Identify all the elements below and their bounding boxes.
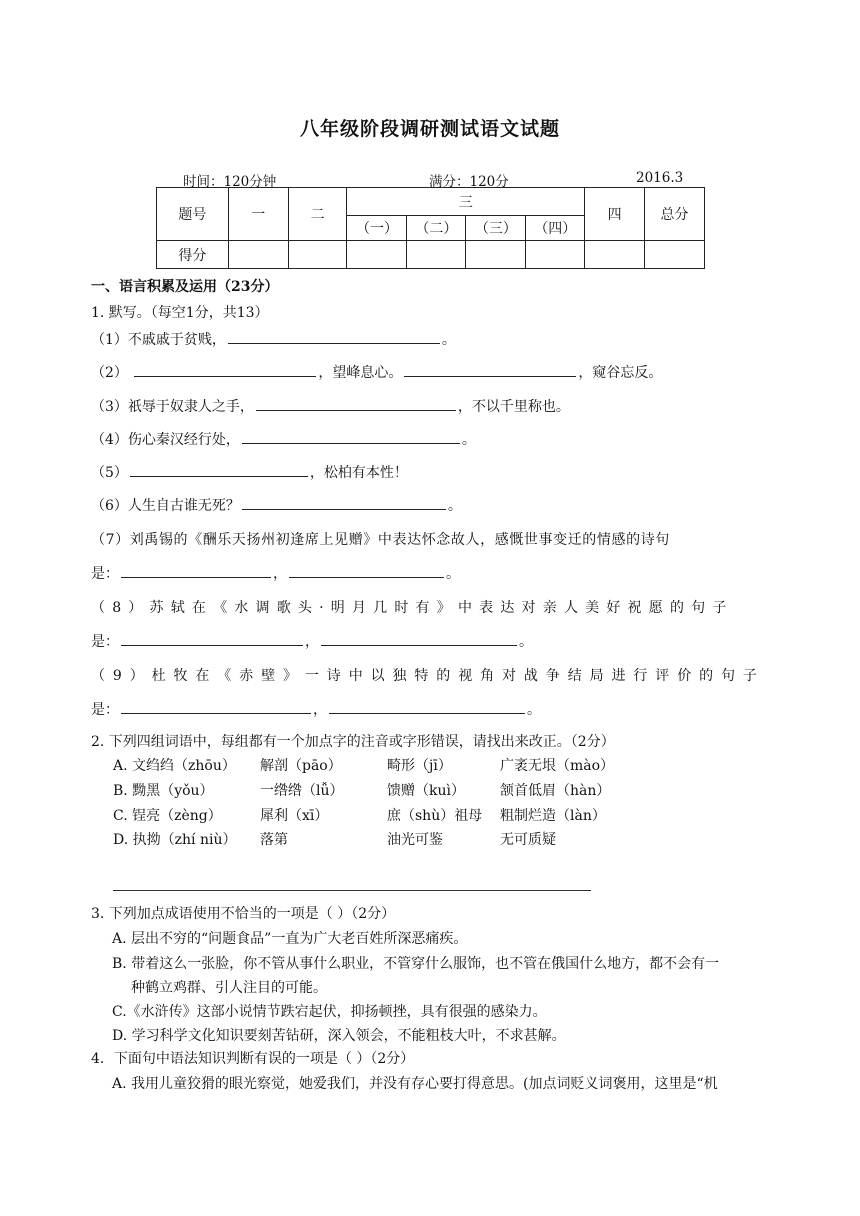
score-cell[interactable] bbox=[645, 241, 705, 269]
header-part-1: 一 bbox=[228, 188, 288, 241]
q1-line-8-answer bbox=[91, 631, 533, 651]
answer-blank[interactable] bbox=[121, 631, 303, 646]
period: 。 bbox=[527, 702, 541, 718]
page-title: 八年级阶段调研测试语文试题 bbox=[299, 118, 560, 140]
comma: ， bbox=[313, 702, 327, 718]
score-cell[interactable] bbox=[585, 241, 645, 269]
comma: ， bbox=[305, 634, 319, 650]
answer-blank[interactable] bbox=[242, 429, 460, 444]
header-part-3-sub-1: （一） bbox=[347, 216, 407, 241]
q1-line-7-prefix: 是： bbox=[91, 566, 119, 582]
q2-answer-line[interactable] bbox=[113, 890, 591, 891]
answer-blank[interactable] bbox=[256, 396, 456, 411]
q2-option-c-2: 犀利（xī） bbox=[260, 808, 329, 824]
q1-line-4-text: （4）伤心秦汉经行处， bbox=[91, 432, 240, 448]
answer-blank[interactable] bbox=[289, 563, 444, 578]
q2-option-b-4: 颔首低眉（hàn） bbox=[500, 783, 611, 799]
answer-blank[interactable] bbox=[321, 631, 517, 646]
q2-option-b-1: B. 黝黑（yǒu） bbox=[113, 783, 214, 799]
q1-line-2-end: ，窥谷忘反。 bbox=[578, 365, 663, 381]
q4-option-a: A. 我用儿童狡猾的眼光察觉，她爱我们，并没有存心要打得意思。(加点词贬义词褒用，这里是“机 bbox=[112, 1076, 718, 1092]
q3-option-d: D. 学习科学文化知识要刻苦钻研，深入领会，不能粗枝大叶，不求甚解。 bbox=[112, 1028, 566, 1044]
score-cell[interactable] bbox=[228, 241, 288, 269]
q2-option-d-4: 无可质疑 bbox=[500, 832, 556, 848]
q2-option-b-3: 馈赠（kuì） bbox=[387, 783, 465, 799]
q1-line-5-end: ，松柏有本性！ bbox=[309, 465, 408, 481]
comma: ， bbox=[273, 566, 287, 582]
row-label-number: 题号 bbox=[157, 188, 229, 241]
q1-line-4 bbox=[91, 429, 476, 449]
q3-option-c: C.《水浒传》这部小说情节跌宕起伏，抑扬顿挫，具有很强的感染力。 bbox=[112, 1004, 547, 1020]
q1-line-7-answer bbox=[91, 563, 460, 583]
q1-line-8-prefix: 是： bbox=[91, 634, 119, 650]
q2-stem: 2. 下列四组词语中，每组都有一个加点字的注音或字形错误，请找出来改正。（2分） bbox=[91, 734, 615, 750]
q1-line-9-prefix: 是： bbox=[91, 702, 119, 718]
answer-blank[interactable] bbox=[404, 362, 576, 377]
section-1-heading: 一、语言积累及运用（23分） bbox=[91, 279, 279, 295]
answer-blank[interactable] bbox=[121, 563, 271, 578]
q2-option-d-3: 油光可鉴 bbox=[387, 832, 443, 848]
header-part-2: 二 bbox=[288, 188, 347, 241]
q2-option-a-2: 解剖（pāo） bbox=[260, 758, 342, 774]
q3-option-b-line-1: B. 带着这么一张脸，你不管从事什么职业，不管穿什么服饰，也不管在俄国什么地方，都不会有一 bbox=[112, 956, 720, 972]
q2-option-b-2: 一绺绺（lǚ） bbox=[260, 783, 344, 799]
q1-line-1-text: （1）不戚戚于贫贱， bbox=[91, 332, 226, 348]
answer-blank[interactable] bbox=[134, 362, 316, 377]
q1-line-8: （8）苏轼在《水调歌头·明月几时有》中表达对亲人美好祝愿的句子 bbox=[91, 600, 734, 616]
answer-blank[interactable] bbox=[228, 329, 440, 344]
q1-line-5 bbox=[91, 462, 408, 482]
q3-stem: 3. 下列加点成语使用不恰当的一项是（ ）（2分） bbox=[91, 906, 396, 922]
q1-line-6-end: 。 bbox=[447, 498, 462, 514]
header-part-3: 三 bbox=[347, 188, 585, 216]
exam-date: 2016.3 bbox=[636, 170, 684, 186]
exam-time: 时间：120分钟 bbox=[183, 174, 277, 190]
q1-line-6-text: （6）人生自古谁无死？ bbox=[91, 498, 240, 514]
row-label-score: 得分 bbox=[157, 241, 229, 269]
score-cell[interactable] bbox=[347, 241, 407, 269]
q1-line-5-label: （5） bbox=[91, 465, 128, 481]
q2-option-c-4: 粗制烂造（làn） bbox=[500, 808, 606, 824]
answer-blank[interactable] bbox=[130, 462, 308, 477]
q2-option-a-1: A. 文绉绉（zhōu） bbox=[113, 758, 236, 774]
score-cell[interactable] bbox=[526, 241, 585, 269]
q2-option-c-3: 庶（shù）祖母 bbox=[387, 808, 483, 824]
q4-stem: 4．下面句中语法知识判断有误的一项是（ ）（2分） bbox=[91, 1051, 415, 1067]
q1-line-1 bbox=[91, 329, 456, 349]
score-table bbox=[156, 187, 705, 269]
q3-option-a: A. 层出不穷的“问题食品”一直为广大老百姓所深恶痛疾。 bbox=[112, 931, 468, 947]
q1-line-3-text: （3）祇辱于奴隶人之手， bbox=[91, 399, 254, 415]
score-cell[interactable] bbox=[407, 241, 466, 269]
q1-line-4-end: 。 bbox=[461, 432, 476, 448]
answer-blank[interactable] bbox=[121, 699, 311, 714]
q1-stem: 1. 默写。（每空1分，共13） bbox=[91, 305, 269, 321]
header-part-4: 四 bbox=[585, 188, 645, 241]
q1-line-9-answer bbox=[91, 699, 541, 719]
q1-line-3 bbox=[91, 396, 570, 416]
header-total: 总分 bbox=[645, 188, 705, 241]
q2-option-d-1: D. 执拗（zhí niù） bbox=[113, 832, 237, 848]
score-cell[interactable] bbox=[288, 241, 347, 269]
header-part-3-sub-2: （二） bbox=[407, 216, 466, 241]
header-part-3-sub-4: （四） bbox=[526, 216, 585, 241]
full-score: 满分：120分 bbox=[429, 174, 509, 190]
header-part-3-sub-3: （三） bbox=[466, 216, 526, 241]
q1-line-2-label: （2） bbox=[91, 365, 133, 381]
q1-line-2-mid: ，望峰息心。 bbox=[318, 365, 403, 381]
answer-blank[interactable] bbox=[242, 495, 446, 510]
q2-option-a-3: 畸形（jī） bbox=[387, 758, 452, 774]
q3-option-b-line-2: 种鹤立鸡群、引人注目的可能。 bbox=[131, 980, 327, 996]
score-cell[interactable] bbox=[466, 241, 526, 269]
q2-option-c-1: C. 锃亮（zèng） bbox=[113, 808, 222, 824]
answer-blank[interactable] bbox=[329, 699, 525, 714]
period: 。 bbox=[519, 634, 533, 650]
q1-line-9: （9）杜牧在《赤壁》一诗中以独特的视角对战争结局进行评价的句子 bbox=[91, 668, 765, 684]
q1-line-3-end: ，不以千里称也。 bbox=[457, 399, 570, 415]
q1-line-6 bbox=[91, 495, 462, 515]
period: 。 bbox=[446, 566, 460, 582]
q1-line-7: （7）刘禹锡的《酬乐天扬州初逢席上见赠》中表达怀念故人，感慨世事变迁的情感的诗句 bbox=[91, 532, 670, 548]
q1-line-1-end: 。 bbox=[441, 332, 456, 348]
q2-option-d-2: 落第 bbox=[260, 832, 288, 848]
q1-line-2 bbox=[91, 362, 662, 382]
q2-option-a-4: 广袤无垠（mào） bbox=[500, 758, 615, 774]
